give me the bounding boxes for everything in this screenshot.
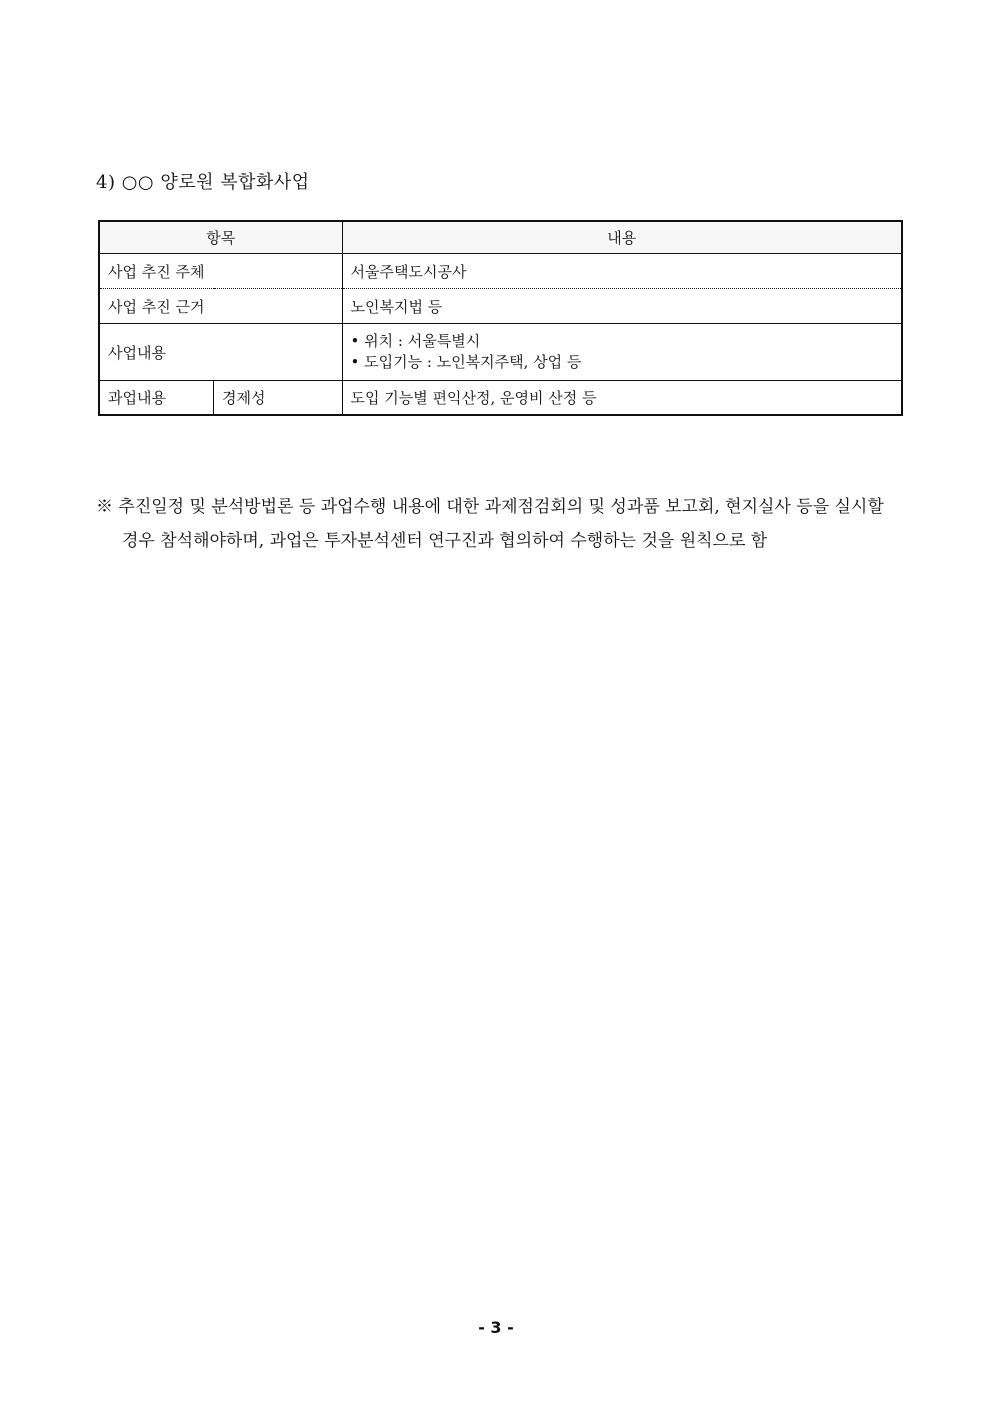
note-line-2: 경우 참석해야하며, 과업은 투자분석센터 연구진과 협의하여 수행하는 것을 원칙으로 함	[122, 531, 768, 551]
page-number: - 3 -	[478, 1318, 514, 1337]
section-title: 4) ○○ 양로원 복합화사업	[96, 172, 310, 193]
table-row	[99, 254, 902, 289]
table-row-task-content	[99, 381, 902, 416]
row-label: 과업내용	[99, 381, 214, 416]
row-sub-label: 경제성	[214, 381, 343, 416]
row-label: 사업 추진 근거	[99, 289, 342, 324]
header-content: 내용	[342, 221, 902, 254]
table-row	[99, 289, 902, 324]
bullet-functions: • 도입기능 : 노인복지주택, 상업 등	[350, 353, 582, 371]
header-item: 항목	[99, 221, 342, 254]
bullet-location: • 위치 : 서울특별시	[350, 332, 481, 350]
row-value: 도입 기능별 편익산정, 운영비 산정 등	[350, 389, 597, 407]
note-paragraph	[96, 490, 906, 558]
note-line-1: ※ 추진일정 및 분석방법론 등 과업수행 내용에 대한 과제점검회의 및 성과품 보고회, 현지실사 등을 실시할	[96, 497, 884, 517]
row-value-bullets	[342, 324, 902, 381]
table-header-row	[99, 221, 902, 254]
project-info-table	[98, 220, 903, 416]
row-value: 노인복지법 등	[342, 289, 902, 324]
row-value: 서울주택도시공사	[342, 254, 902, 289]
table-row-business-content	[99, 324, 902, 381]
row-label: 사업내용	[99, 324, 342, 381]
row-label: 사업 추진 주체	[99, 254, 342, 289]
